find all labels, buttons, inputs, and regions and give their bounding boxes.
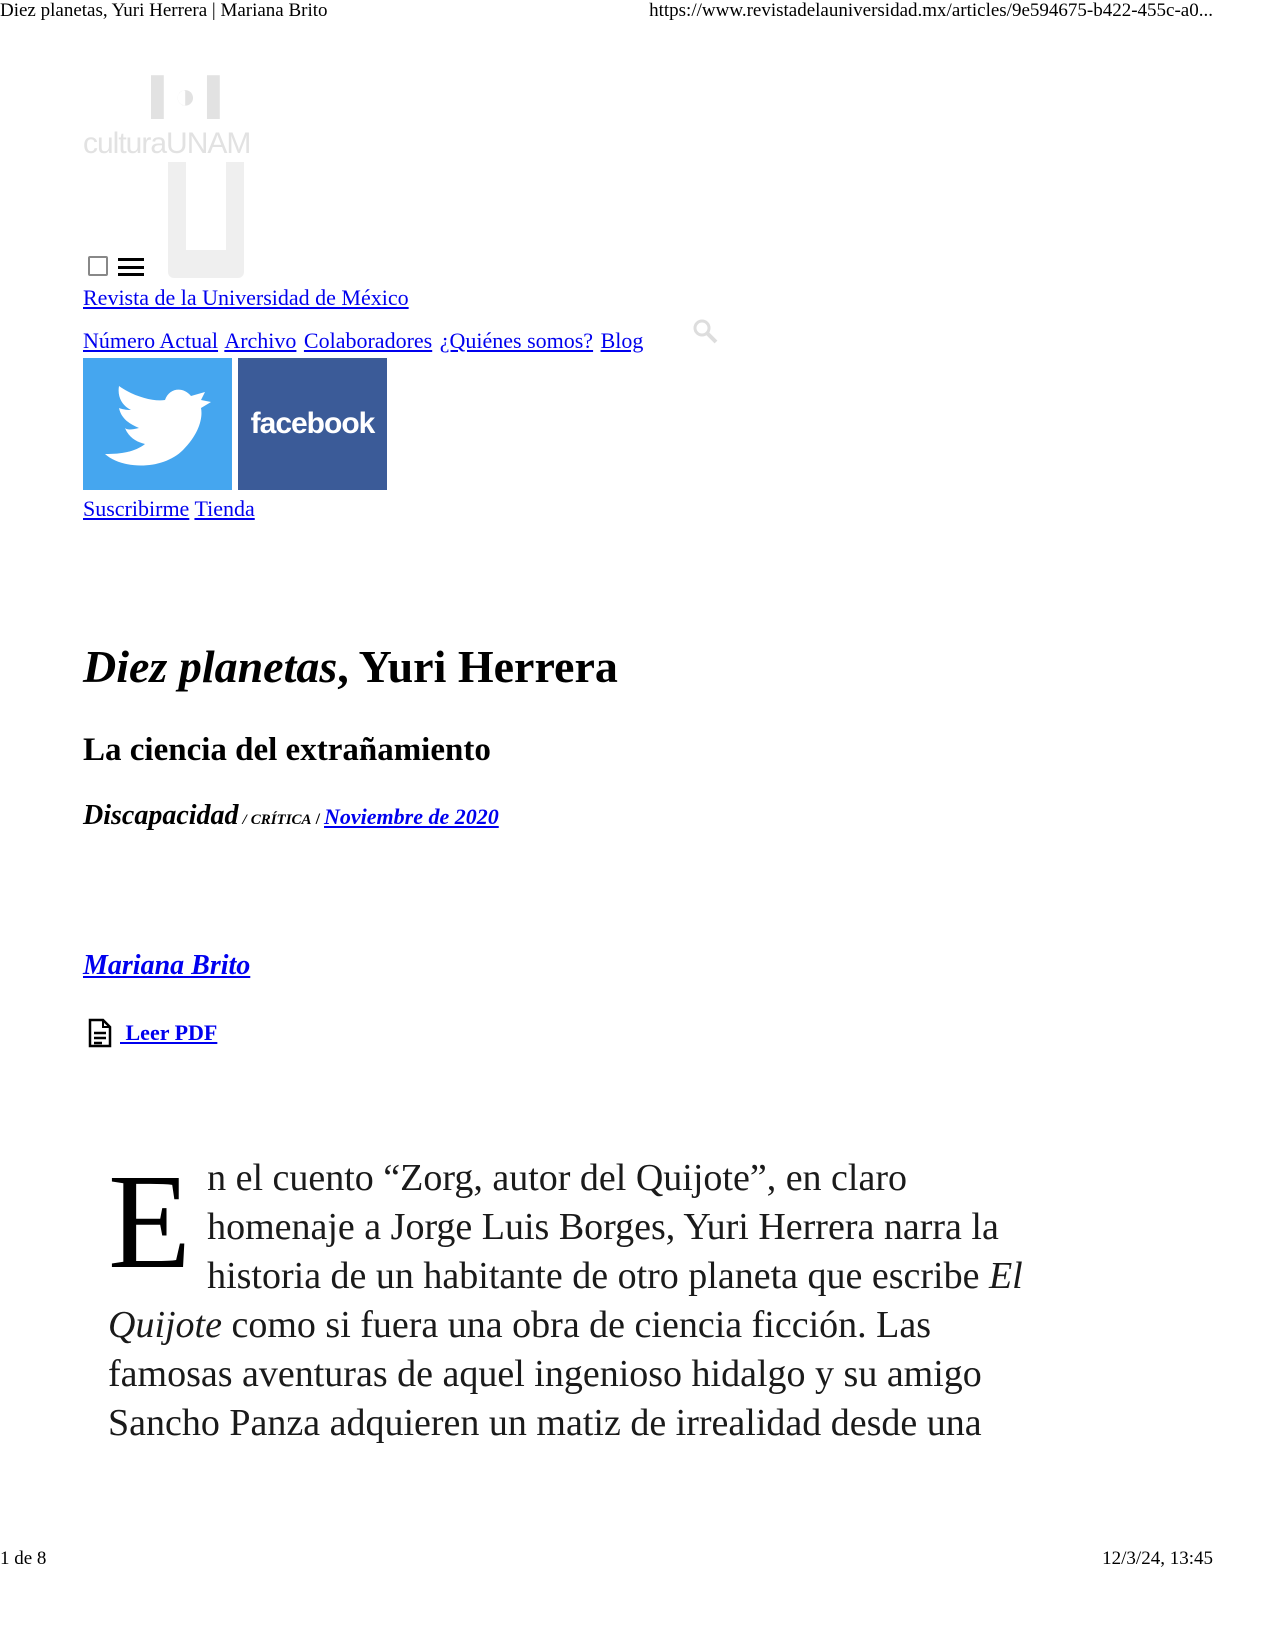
section-label: CRÍTICA [250,812,312,828]
drop-cap: E [108,1147,192,1297]
hamburger-menu-icon[interactable] [118,258,144,276]
article-title-italic: Diez planetas [83,641,338,692]
site-title-link[interactable]: Revista de la Universidad de México [83,285,409,310]
separator: / [242,812,247,828]
main-nav [83,328,645,354]
tienda-link[interactable]: Tienda [194,496,255,521]
article-body [108,1147,1048,1448]
search-icon[interactable] [692,318,718,344]
unam-mark-icon: ▌◑▐ [151,75,218,116]
twitter-bird-icon [83,358,232,490]
nav-quienes-somos[interactable]: ¿Quiénes somos? [439,328,594,353]
nav-blog[interactable]: Blog [600,328,644,353]
body-italic: El Quijote [108,1255,1023,1346]
nav-archivo[interactable]: Archivo [224,328,297,353]
print-header-title: Diez planetas, Yuri Herrera | Mariana Brito [0,0,328,21]
menu-row [88,256,144,276]
cultura-unam-logo[interactable] [83,75,278,162]
nav-colaboradores[interactable]: Colaboradores [303,328,433,353]
suscribirme-link[interactable]: Suscribirme [83,496,190,521]
document-icon [88,1018,112,1048]
print-datetime: 12/3/24, 13:45 [1102,1548,1213,1569]
article-title-rest: , Yuri Herrera [337,641,618,692]
page-number: 1 de 8 [0,1548,47,1569]
author-link[interactable]: Mariana Brito [83,950,251,981]
article-meta [83,800,499,832]
issue-date-link[interactable]: Noviembre de 2020 [324,804,499,829]
separator: / [315,811,321,828]
menu-checkbox[interactable] [88,256,108,276]
nav-numero-actual[interactable]: Número Actual [83,328,219,353]
print-header-url: https://www.revistadelauniversidad.mx/articles/9e594675-b422-455c-a0... [649,0,1213,21]
social-links [83,358,387,490]
body-text: n el cuento “Zorg, autor del Quijote”, en claro homenaje a Jorge Luis Borges, Yuri Herrera narra la historia de un habitante de otro planeta que escribe [207,1157,999,1297]
twitter-button[interactable] [83,358,232,490]
read-pdf[interactable] [88,1018,217,1048]
revista-u-logo[interactable] [168,162,244,278]
body-text: como si fuera una obra de ciencia ficción. Las famosas aventuras de aquel ingenioso hidalgo y su amigo Sancho Panza adquieren un matiz de irrealidad desde una [108,1304,982,1444]
subscribe-links [83,496,255,522]
article-subtitle: La ciencia del extrañamiento [83,732,491,768]
logo-text: culturaUNAM [83,127,251,160]
article-title [83,640,618,693]
category: Discapacidad [83,800,239,831]
facebook-button[interactable]: facebook [238,358,387,490]
read-pdf-link[interactable]: Leer PDF [120,1020,218,1045]
